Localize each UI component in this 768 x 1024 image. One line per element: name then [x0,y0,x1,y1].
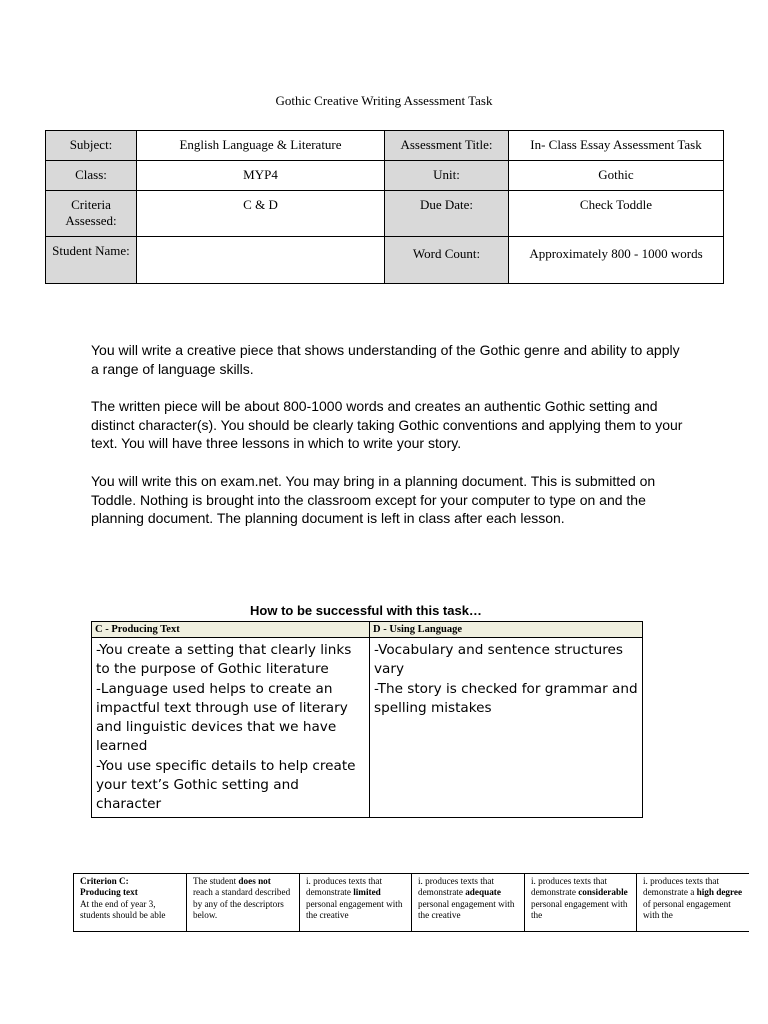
info-row-class [46,161,724,191]
subject-label: Subject: [46,131,137,161]
info-row-student [46,237,724,284]
criterion-c-item: -Language used helps to create an impactful text through use of literary and linguistic devices that we have learned [96,680,348,755]
criterion-subtitle: Producing text [80,887,138,898]
rubric-band-high: i. produces texts that demonstrate a high degree of personal engagement with the [637,874,750,933]
criterion-description: At the end of year 3, students should be able [80,898,166,920]
success-criteria-table [91,621,643,818]
col-d-cell [370,638,643,818]
subject-value: English Language & Literature [137,131,385,161]
col-c-header: C - Producing Text [92,622,370,638]
rubric-band-adequate: i. produces texts that demonstrate adequate personal engagement with the creative [412,874,525,933]
assessment-title-label: Assessment Title: [385,131,509,161]
intro-paragraph: You will write a creative piece that shows understanding of the Gothic genre and ability to apply a range of language skills. [91,342,680,377]
success-heading: How to be successful with this task… [250,603,482,618]
criterion-title: Criterion C: [80,876,129,886]
criterion-d-item: -The story is checked for grammar and spelling mistakes [374,680,638,716]
assessment-title-value: In- Class Essay Assessment Task [509,131,724,161]
rubric-band-limited: i. produces texts that demonstrate limited personal engagement with the creative [300,874,412,933]
word-count-label: Word Count: [385,237,509,284]
word-count-value: Approximately 800 - 1000 words [509,237,724,284]
due-date-value: Check Toddle [509,191,724,237]
rubric-band-considerable: i. produces texts that demonstrate considerable personal engagement with the [525,874,637,933]
info-row-subject [46,131,724,161]
col-d-header: D - Using Language [370,622,643,638]
criterion-d-item: -Vocabulary and sentence structures vary [374,642,623,678]
student-name-label: Student Name: [46,237,137,284]
rubric-band-0: The student does not reach a standard described by any of the descriptors below. [187,874,300,933]
criterion-c-item: -You use specific details to help create your text’s Gothic setting and character [96,757,356,813]
info-row-criteria [46,191,724,237]
criterion-c-rubric-table [73,873,749,932]
unit-value: Gothic [509,161,724,191]
criterion-c-item: -You create a setting that clearly links to the purpose of Gothic literature [96,642,352,678]
col-c-cell [92,638,370,818]
class-label: Class: [46,161,137,191]
logistics-paragraph: You will write this on exam.net. You may bring in a planning document. This is submitted on Toddle. Nothing is brought into the classroom except for your computer to type on and the planning document. The planning document is left in class after each lesson. [91,473,656,527]
student-name-value[interactable] [137,237,385,284]
criteria-value: C & D [137,191,385,237]
class-value: MYP4 [137,161,385,191]
requirements-paragraph: The written piece will be about 800-1000 words and creates an authentic Gothic setting and distinct character(s). You should be clearly taking Gothic conventions and applying them to your text. You will have three lessons in which to write your story. [91,398,683,452]
rubric-table-clip [73,873,749,932]
assessment-info-table [45,130,724,284]
criterion-c-cell [74,874,187,933]
due-date-label: Due Date: [385,191,509,237]
criteria-label: Criteria Assessed: [46,191,137,237]
unit-label: Unit: [385,161,509,191]
document-title: Gothic Creative Writing Assessment Task [275,93,493,108]
